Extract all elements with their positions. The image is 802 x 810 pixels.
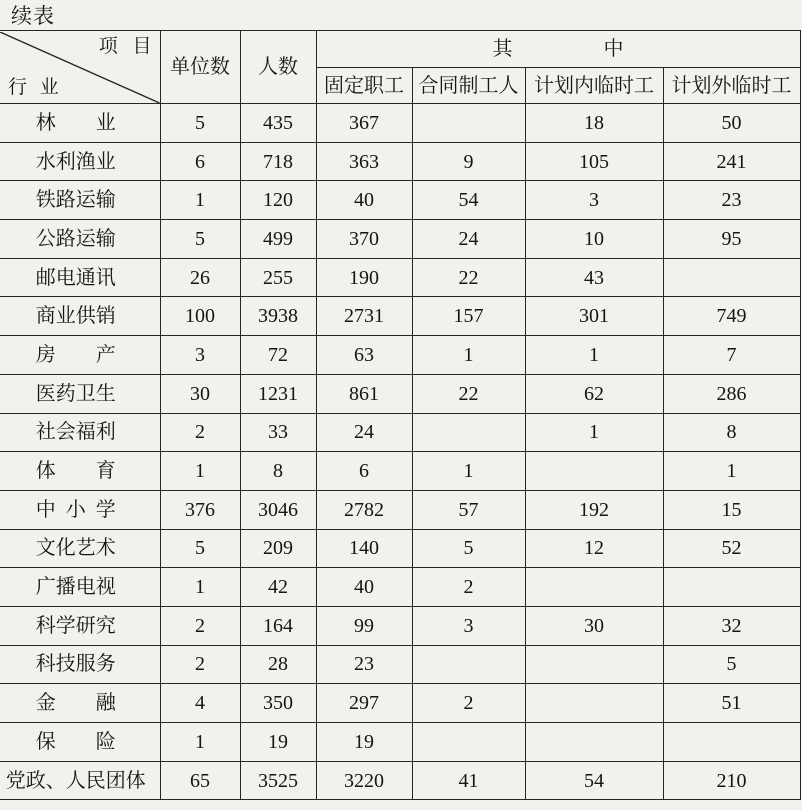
industry-cell xyxy=(0,336,160,375)
people-cell: 1231 xyxy=(240,374,316,413)
contract-worker-cell: 2 xyxy=(412,684,525,723)
table-row xyxy=(0,606,800,645)
people-cell: 8 xyxy=(240,452,316,491)
units-cell: 376 xyxy=(160,490,240,529)
planned-temp-cell: 3 xyxy=(525,181,663,220)
header-row-top xyxy=(0,31,800,68)
contract-worker-cell: 3 xyxy=(412,606,525,645)
header-fixed-staff: 固定职工 xyxy=(316,68,412,104)
table-row xyxy=(0,258,800,297)
table-row xyxy=(0,645,800,684)
unplanned-temp-cell: 50 xyxy=(663,104,800,143)
industry-cell xyxy=(0,606,160,645)
fixed-staff-cell: 2731 xyxy=(316,297,412,336)
units-cell: 2 xyxy=(160,413,240,452)
unplanned-temp-cell: 749 xyxy=(663,297,800,336)
units-cell: 5 xyxy=(160,529,240,568)
contract-worker-cell: 22 xyxy=(412,374,525,413)
people-cell: 3938 xyxy=(240,297,316,336)
units-cell: 4 xyxy=(160,684,240,723)
planned-temp-cell: 1 xyxy=(525,336,663,375)
planned-temp-cell: 1 xyxy=(525,413,663,452)
unplanned-temp-cell: 210 xyxy=(663,761,800,800)
planned-temp-cell: 12 xyxy=(525,529,663,568)
header-units: 单位数 xyxy=(160,31,240,104)
table-row xyxy=(0,336,800,375)
planned-temp-cell: 10 xyxy=(525,220,663,259)
industry-label: 中 小 学 xyxy=(35,498,116,521)
unplanned-temp-cell: 7 xyxy=(663,336,800,375)
fixed-staff-cell: 99 xyxy=(316,606,412,645)
fixed-staff-cell: 40 xyxy=(316,568,412,607)
table-row xyxy=(0,297,800,336)
unplanned-temp-cell: 8 xyxy=(663,413,800,452)
unplanned-temp-cell xyxy=(663,568,800,607)
contract-worker-cell: 1 xyxy=(412,452,525,491)
industry-cell xyxy=(0,374,160,413)
industry-label: 科学研究 xyxy=(35,614,116,637)
planned-temp-cell: 18 xyxy=(525,104,663,143)
units-cell: 5 xyxy=(160,104,240,143)
industry-label: 广播电视 xyxy=(35,576,116,599)
people-cell: 3525 xyxy=(240,761,316,800)
people-cell: 350 xyxy=(240,684,316,723)
industry-cell xyxy=(0,568,160,607)
contract-worker-cell: 24 xyxy=(412,220,525,259)
contract-worker-cell: 22 xyxy=(412,258,525,297)
units-cell: 65 xyxy=(160,761,240,800)
corner-header xyxy=(0,31,160,104)
table-row xyxy=(0,181,800,220)
fixed-staff-cell: 370 xyxy=(316,220,412,259)
people-cell: 499 xyxy=(240,220,316,259)
table-body xyxy=(0,104,800,800)
people-cell: 435 xyxy=(240,104,316,143)
industry-cell xyxy=(0,181,160,220)
units-cell: 1 xyxy=(160,452,240,491)
industry-label: 邮电通讯 xyxy=(35,266,116,289)
fixed-staff-cell: 2782 xyxy=(316,490,412,529)
fixed-staff-cell: 367 xyxy=(316,104,412,143)
units-cell: 30 xyxy=(160,374,240,413)
units-cell: 2 xyxy=(160,606,240,645)
people-cell: 28 xyxy=(240,645,316,684)
planned-temp-cell xyxy=(525,684,663,723)
contract-worker-cell xyxy=(412,104,525,143)
table-row xyxy=(0,452,800,491)
units-cell: 6 xyxy=(160,142,240,181)
industry-label: 保 险 xyxy=(35,730,116,753)
people-cell: 209 xyxy=(240,529,316,568)
industry-label: 房 产 xyxy=(35,343,116,366)
industry-label: 文化艺术 xyxy=(35,537,116,560)
industry-cell xyxy=(0,761,160,800)
people-cell: 120 xyxy=(240,181,316,220)
planned-temp-cell: 192 xyxy=(525,490,663,529)
fixed-staff-cell: 297 xyxy=(316,684,412,723)
industry-cell xyxy=(0,142,160,181)
fixed-staff-cell: 63 xyxy=(316,336,412,375)
table-row xyxy=(0,413,800,452)
unplanned-temp-cell: 23 xyxy=(663,181,800,220)
units-cell: 100 xyxy=(160,297,240,336)
corner-box xyxy=(0,32,160,103)
industry-cell xyxy=(0,258,160,297)
table-header xyxy=(0,31,800,104)
planned-temp-cell xyxy=(525,452,663,491)
table-row xyxy=(0,761,800,800)
unplanned-temp-cell: 51 xyxy=(663,684,800,723)
people-cell: 718 xyxy=(240,142,316,181)
units-cell: 3 xyxy=(160,336,240,375)
contract-worker-cell: 57 xyxy=(412,490,525,529)
unplanned-temp-cell: 241 xyxy=(663,142,800,181)
people-cell: 255 xyxy=(240,258,316,297)
industry-label: 商业供销 xyxy=(35,305,116,328)
planned-temp-cell xyxy=(525,723,663,762)
unplanned-temp-cell: 32 xyxy=(663,606,800,645)
industry-label: 社会福利 xyxy=(35,421,116,444)
units-cell: 26 xyxy=(160,258,240,297)
contract-worker-cell: 5 xyxy=(412,529,525,568)
data-table xyxy=(0,30,801,800)
header-contract-workers: 合同制工人 xyxy=(412,68,525,104)
table-row xyxy=(0,104,800,143)
table-row xyxy=(0,490,800,529)
table-row xyxy=(0,723,800,762)
industry-cell xyxy=(0,684,160,723)
contract-worker-cell xyxy=(412,413,525,452)
unplanned-temp-cell: 15 xyxy=(663,490,800,529)
contract-worker-cell: 2 xyxy=(412,568,525,607)
corner-industry-label: 行 业 xyxy=(8,76,59,98)
fixed-staff-cell: 861 xyxy=(316,374,412,413)
people-cell: 72 xyxy=(240,336,316,375)
header-people: 人数 xyxy=(240,31,316,104)
units-cell: 1 xyxy=(160,723,240,762)
corner-item-label: 项 目 xyxy=(98,35,152,57)
fixed-staff-cell: 19 xyxy=(316,723,412,762)
fixed-staff-cell: 363 xyxy=(316,142,412,181)
planned-temp-cell xyxy=(525,645,663,684)
people-cell: 33 xyxy=(240,413,316,452)
contract-worker-cell: 54 xyxy=(412,181,525,220)
industry-cell xyxy=(0,723,160,762)
unplanned-temp-cell: 1 xyxy=(663,452,800,491)
industry-label: 林 业 xyxy=(35,111,116,134)
industry-cell xyxy=(0,413,160,452)
planned-temp-cell: 62 xyxy=(525,374,663,413)
industry-label: 科技服务 xyxy=(35,653,116,676)
fixed-staff-cell: 23 xyxy=(316,645,412,684)
industry-cell xyxy=(0,490,160,529)
fixed-staff-cell: 6 xyxy=(316,452,412,491)
contract-worker-cell xyxy=(412,723,525,762)
fixed-staff-cell: 190 xyxy=(316,258,412,297)
unplanned-temp-cell xyxy=(663,723,800,762)
header-of-which: 其 中 xyxy=(316,31,800,68)
units-cell: 2 xyxy=(160,645,240,684)
industry-label: 体 育 xyxy=(35,460,116,483)
contract-worker-cell: 9 xyxy=(412,142,525,181)
fixed-staff-cell: 140 xyxy=(316,529,412,568)
fixed-staff-cell: 3220 xyxy=(316,761,412,800)
planned-temp-cell: 54 xyxy=(525,761,663,800)
industry-label: 医药卫生 xyxy=(35,382,116,405)
industry-label: 公路运输 xyxy=(35,227,116,250)
table-row xyxy=(0,568,800,607)
planned-temp-cell: 301 xyxy=(525,297,663,336)
planned-temp-cell: 43 xyxy=(525,258,663,297)
units-cell: 1 xyxy=(160,568,240,607)
unplanned-temp-cell: 95 xyxy=(663,220,800,259)
unplanned-temp-cell: 286 xyxy=(663,374,800,413)
header-planned-temp: 计划内临时工 xyxy=(525,68,663,104)
table-row xyxy=(0,220,800,259)
industry-cell xyxy=(0,452,160,491)
table-row xyxy=(0,142,800,181)
contract-worker-cell: 41 xyxy=(412,761,525,800)
industry-cell xyxy=(0,645,160,684)
people-cell: 42 xyxy=(240,568,316,607)
planned-temp-cell: 105 xyxy=(525,142,663,181)
fixed-staff-cell: 40 xyxy=(316,181,412,220)
planned-temp-cell xyxy=(525,568,663,607)
industry-cell xyxy=(0,529,160,568)
people-cell: 19 xyxy=(240,723,316,762)
contract-worker-cell xyxy=(412,645,525,684)
fixed-staff-cell: 24 xyxy=(316,413,412,452)
planned-temp-cell: 30 xyxy=(525,606,663,645)
table-row xyxy=(0,684,800,723)
industry-label: 铁路运输 xyxy=(35,189,116,212)
unplanned-temp-cell xyxy=(663,258,800,297)
unplanned-temp-cell: 5 xyxy=(663,645,800,684)
units-cell: 1 xyxy=(160,181,240,220)
unplanned-temp-cell: 52 xyxy=(663,529,800,568)
industry-cell xyxy=(0,297,160,336)
contract-worker-cell: 157 xyxy=(412,297,525,336)
people-cell: 164 xyxy=(240,606,316,645)
table-row xyxy=(0,374,800,413)
contract-worker-cell: 1 xyxy=(412,336,525,375)
industry-label: 水利渔业 xyxy=(35,150,116,173)
industry-label: 党政、人民团体 xyxy=(5,769,146,792)
units-cell: 5 xyxy=(160,220,240,259)
header-unplanned-temp: 计划外临时工 xyxy=(663,68,800,104)
table-row xyxy=(0,529,800,568)
page-title: 续表 xyxy=(11,4,55,28)
people-cell: 3046 xyxy=(240,490,316,529)
industry-cell xyxy=(0,104,160,143)
industry-label: 金 融 xyxy=(35,692,116,715)
industry-cell xyxy=(0,220,160,259)
